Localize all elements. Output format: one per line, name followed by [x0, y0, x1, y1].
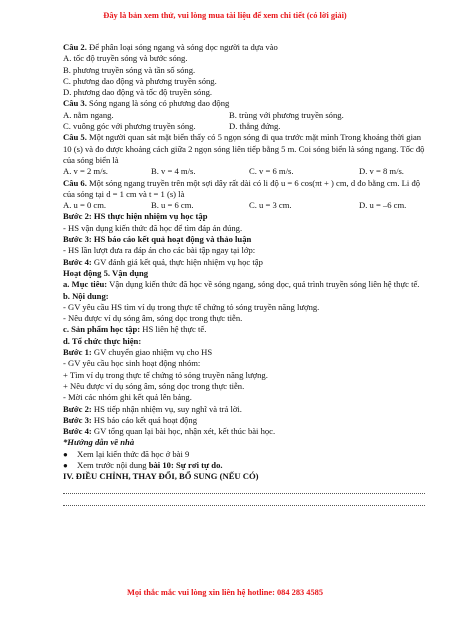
preview-banner: Đây là bản xem thử, vui lòng mua tài liệu để xem chi tiết (có lời giải)	[103, 11, 347, 20]
homework-item	[63, 449, 425, 460]
answer-option: A. v = 2 m/s.	[63, 166, 108, 177]
step-label: Bước 3:	[63, 414, 92, 425]
answer-option: B. trùng với phương truyền sóng.	[229, 109, 344, 120]
product	[63, 324, 425, 335]
answer-row	[63, 110, 425, 121]
question-3	[63, 98, 425, 109]
org-step-3	[63, 415, 425, 426]
step-text: - HS vận dụng kiến thức đã học để tìm đáp án đúng.	[63, 222, 243, 233]
org-line: - GV yêu cầu học sinh hoạt động nhóm:	[63, 358, 201, 369]
organization-heading: d. Tổ chức thực hiện:	[63, 335, 142, 346]
product-text: HS liên hệ thực tế.	[140, 324, 207, 335]
org-step-1	[63, 347, 425, 358]
answer-option: B. v = 4 m/s.	[151, 166, 196, 177]
homework-text: Xem trước nội dung	[77, 459, 149, 470]
section-heading: IV. ĐIỀU CHỈNH, THAY ĐỔI, BỔ SUNG (NẾU CÓ)	[63, 471, 259, 482]
answer-option: C. u = 3 cm.	[249, 200, 292, 211]
answer-option: B. phương truyền sóng và tần số sóng.	[63, 64, 196, 75]
question-text: Một người quan sát mặt biển thấy có 5 ngọn sóng đi qua trước mặt mình Trong khoảng thời gian 10 (s) và đo được khoảng cách giữa 2 ngọn sóng liên tiếp bằng 5 m. Coi sóng biển là sóng ngang. Tốc độ của sóng biển là	[63, 132, 425, 165]
answer-option: D. u = –6 cm.	[359, 200, 407, 211]
answer-option: D. thẳng đứng.	[229, 121, 281, 132]
goal-text: Vận dụng kiến thức đã học về sóng ngang, sóng dọc, quá trình truyền sóng liên hệ thực tế.	[107, 279, 420, 290]
question-6	[63, 178, 425, 201]
answer-option: C. phương dao động và phương truyền sóng.	[63, 75, 217, 86]
dotted-line	[63, 484, 425, 494]
question-2	[63, 42, 425, 53]
content-heading: b. Nội dung:	[63, 290, 109, 301]
answer-row	[63, 166, 425, 177]
org-line: - Mời các nhóm ghi kết quả lên bảng.	[63, 392, 192, 403]
question-label: Câu 6.	[63, 177, 87, 188]
question-text: Sóng ngang là sóng có phương dao động	[86, 98, 230, 109]
dotted-line	[63, 496, 425, 506]
question-label: Câu 3.	[63, 98, 87, 109]
answer-option: C. v = 6 m/s.	[249, 166, 294, 177]
answer-option: A. nằm ngang.	[63, 109, 114, 120]
homework-text: Xem lại kiến thức đã học ở bài 9	[77, 448, 190, 459]
homework-lesson: bài 10: Sự rơi tự do.	[148, 459, 223, 470]
step-label: Bước 4:	[63, 256, 92, 267]
answer-option: B. u = 6 cm.	[151, 200, 194, 211]
question-text: Một sóng ngang truyền trên một sợi dây rất dài có li độ u = 6 cos(πt + ) cm, d đo bằng cm. Li độ của sóng tại d = 1 cm và t = 1 (s) là	[63, 177, 421, 199]
step-text: GV đánh giá kết quả, thực hiện nhiệm vụ học tập	[91, 256, 263, 267]
step-text: HS tiếp nhận nhiệm vụ, suy nghĩ và trả lời.	[91, 403, 242, 414]
step-heading: Bước 3: HS báo cáo kết quả hoạt động và thảo luận	[63, 234, 252, 245]
homework-item	[63, 460, 425, 471]
homework-heading: *Hướng dẫn về nhà	[63, 437, 135, 448]
question-label: Câu 5.	[63, 132, 87, 143]
answer-option: D. v = 8 m/s.	[359, 166, 404, 177]
answer-option: C. vuông góc với phương truyền sóng.	[63, 121, 196, 132]
content-line: - Nêu được ví dụ sóng âm, sóng dọc trong thực tiễn.	[63, 313, 243, 324]
bullet-icon: ●	[63, 449, 68, 459]
org-step-2	[63, 404, 425, 415]
goal-label: a. Mục tiêu:	[63, 279, 108, 290]
step-label: Bước 4:	[63, 426, 92, 437]
org-line: + Nêu được ví dụ sóng âm, sóng dọc trong thực tiễn.	[63, 380, 245, 391]
step-text: GV chuyển giao nhiệm vụ cho HS	[91, 347, 213, 358]
step-label: Bước 1:	[63, 347, 92, 358]
answer-option: A. tốc độ truyền sóng và bước sóng.	[63, 53, 188, 64]
product-label: c. Sản phẩm học tập:	[63, 324, 141, 335]
goal	[63, 279, 425, 290]
question-text: Để phân loại sóng ngang và sóng dọc người ta dựa vào	[86, 42, 278, 52]
document-body	[63, 42, 425, 508]
step-text: GV tổng quan lại bài học, nhận xét, kết thúc bài học.	[91, 426, 276, 437]
step-4	[63, 257, 425, 268]
question-5	[63, 132, 425, 166]
content-line: - GV yêu cầu HS tìm ví dụ trong thực tế chứng tỏ sóng truyền năng lượng.	[63, 301, 320, 312]
hotline-banner: Mọi thắc mắc vui lòng xin liên hệ hotline: 084 283 4585	[126, 588, 324, 597]
answer-row	[63, 121, 425, 132]
answer-row	[63, 200, 425, 211]
org-line: + Tìm ví dụ trong thực tế chứng tỏ sóng truyền năng lượng.	[63, 369, 268, 380]
org-step-4	[63, 426, 425, 437]
bullet-icon: ●	[63, 460, 68, 470]
step-label: Bước 2:	[63, 403, 92, 414]
answer-option: D. phương dao động và tốc độ truyền sóng.	[63, 87, 213, 98]
step-text: HS báo cáo kết quả hoạt động	[91, 414, 198, 425]
activity-heading: Hoạt động 5. Vận dụng	[63, 267, 149, 278]
question-label: Câu 2.	[63, 42, 87, 52]
step-heading: Bước 2: HS thực hiện nhiệm vụ học tập	[63, 211, 208, 222]
step-text: - HS lần lượt đưa ra đáp án cho các bài tập ngay tại lớp:	[63, 245, 256, 256]
answer-option: A. u = 0 cm.	[63, 200, 107, 211]
